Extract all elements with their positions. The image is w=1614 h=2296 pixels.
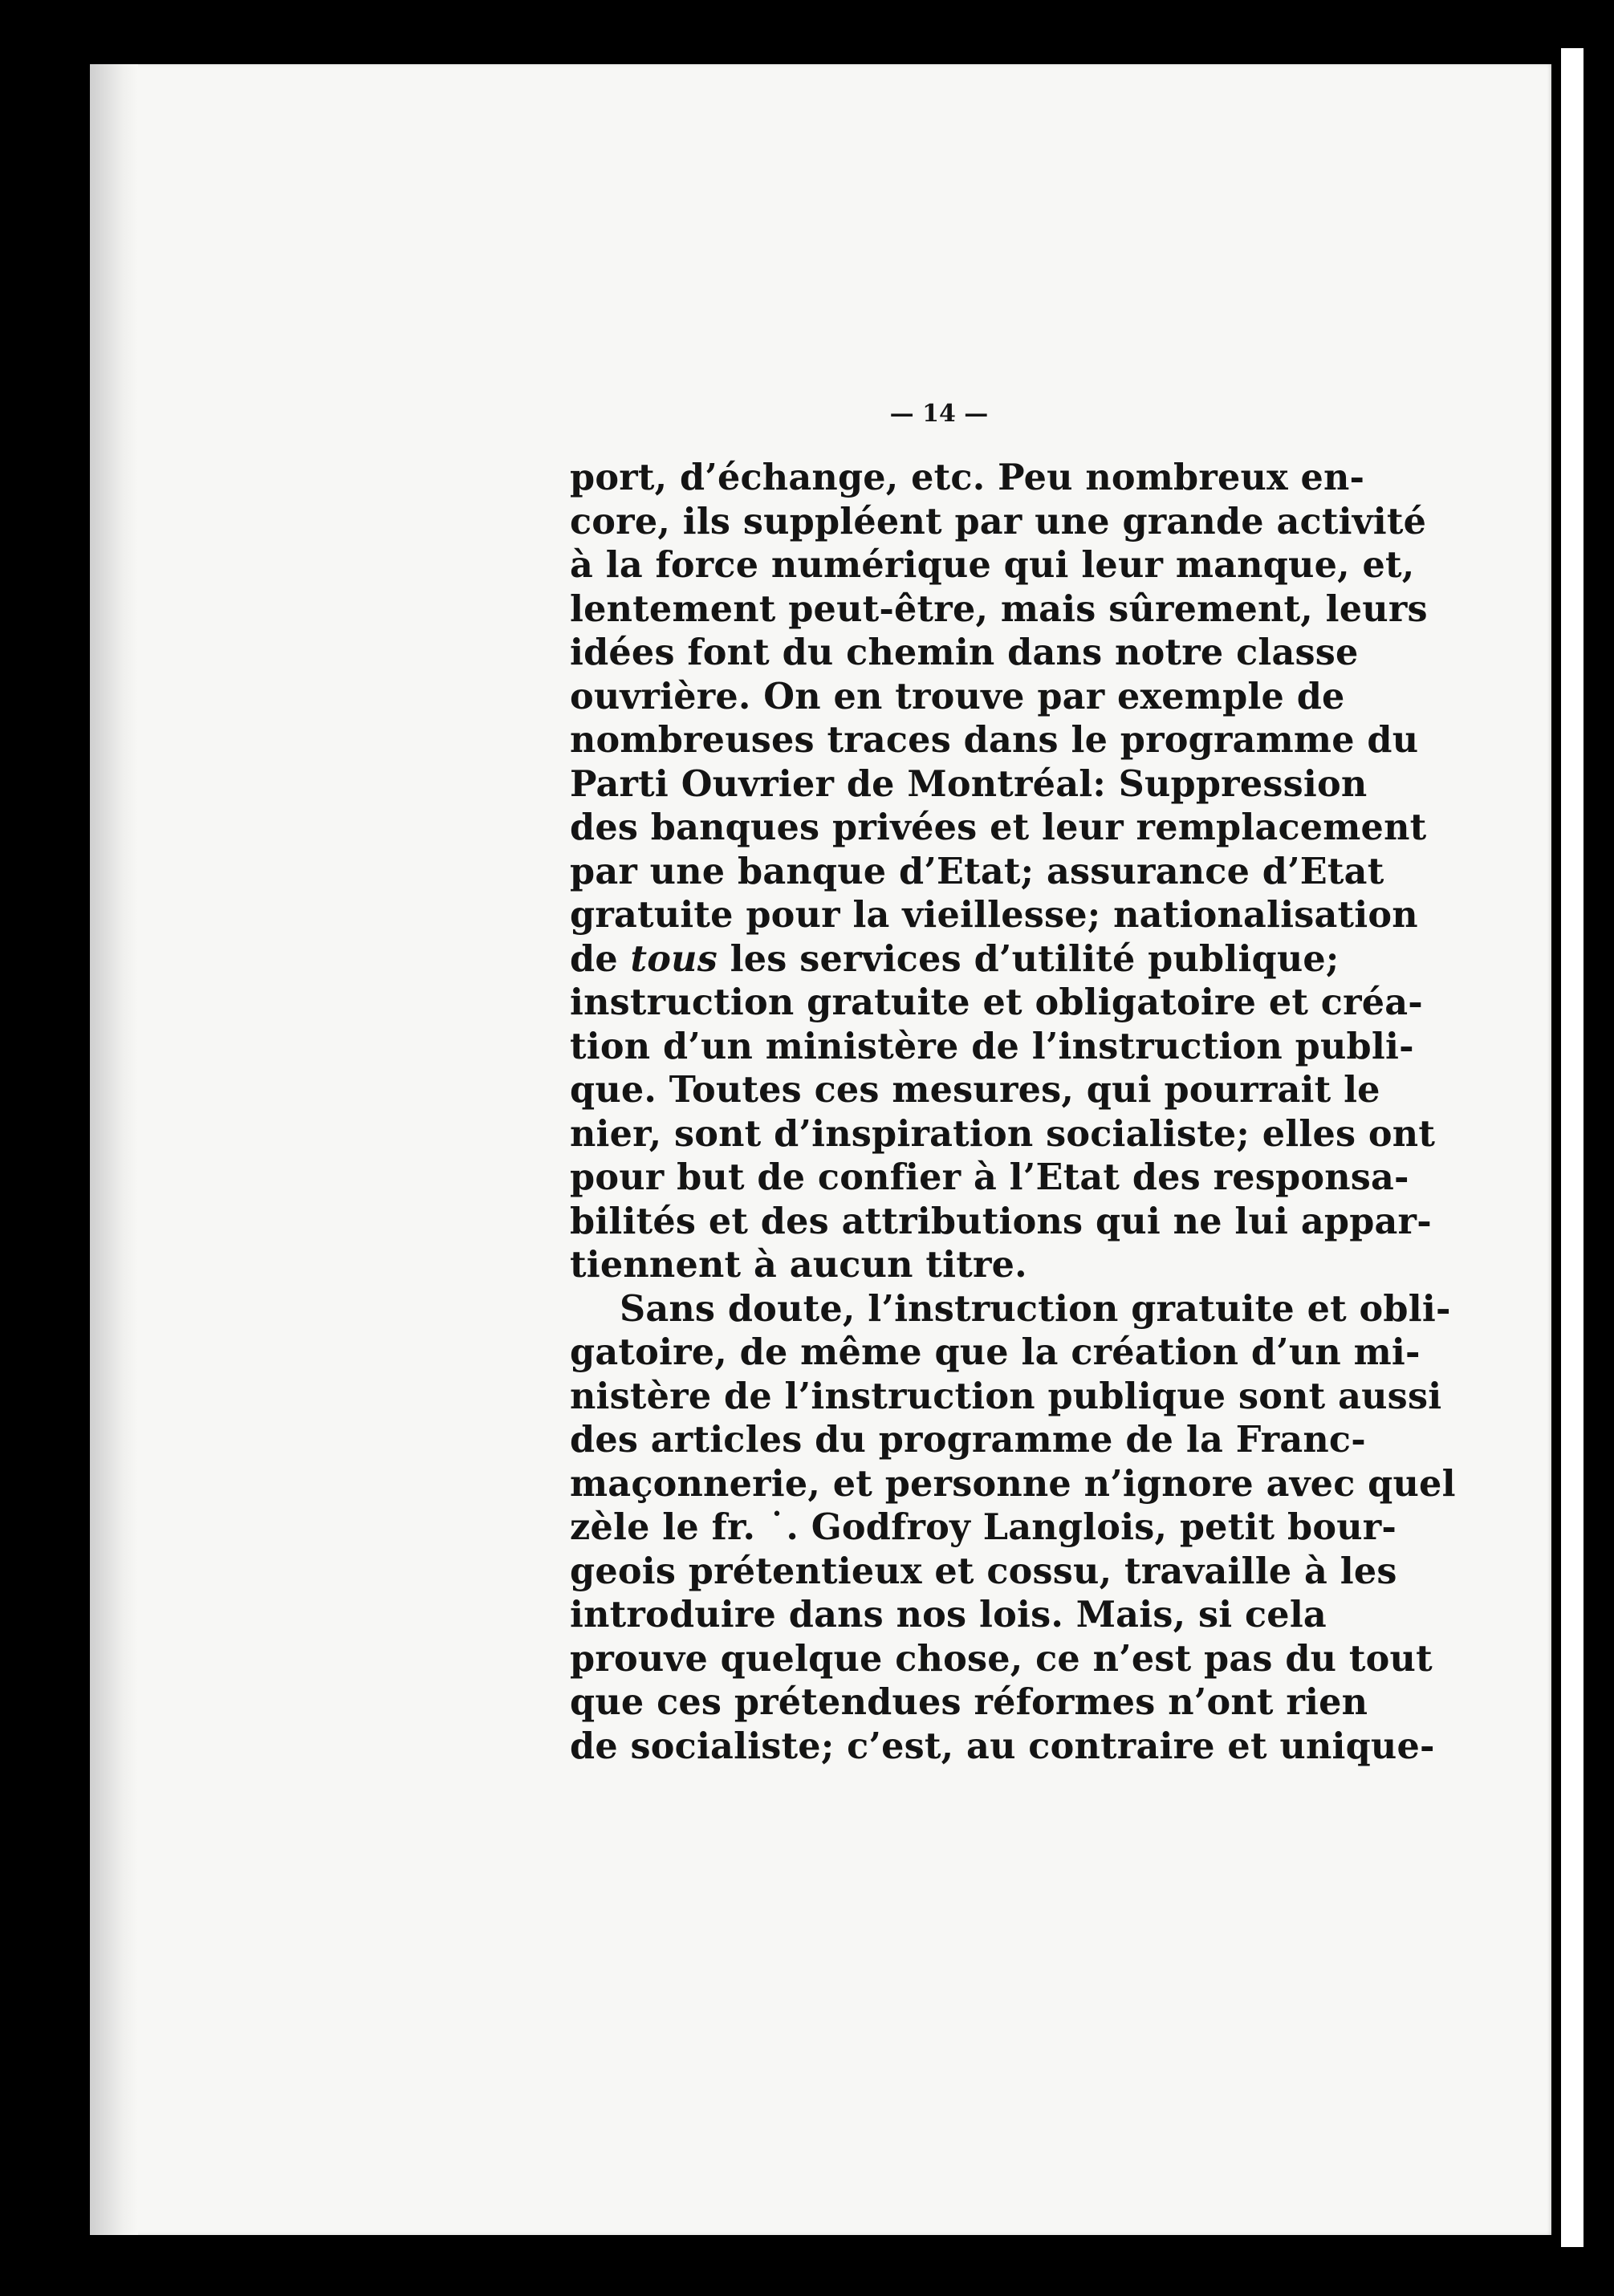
- text-line: lentement peut-être, mais sûrement, leurs: [570, 587, 1428, 630]
- text-line: prouve quelque chose, ce n’est pas du tout: [570, 1637, 1433, 1680]
- text-line: pour but de confier à l’Etat des responsa-: [570, 1156, 1409, 1198]
- text-line: zèle le fr. ˙. Godfroy Langlois, petit bour-: [570, 1506, 1397, 1548]
- text-line: instruction gratuite et obligatoire et créa-: [570, 981, 1423, 1023]
- page-number: — 14 —: [889, 400, 989, 428]
- text-line: nistère de l’instruction publique sont aussi: [570, 1375, 1442, 1417]
- text-line: nombreuses traces dans le programme du: [570, 719, 1419, 761]
- text-line: maçonnerie, et personne n’ignore avec quel: [570, 1462, 1456, 1505]
- text-line: ouvrière. On en trouve par exemple de: [570, 675, 1345, 717]
- text-line: nier, sont d’inspiration socialiste; elles ont: [570, 1112, 1436, 1155]
- text-line: des banques privées et leur remplacement: [570, 807, 1427, 848]
- text-line: que. Toutes ces mesures, qui pourrait le: [570, 1069, 1380, 1111]
- text-line: à la force numérique qui leur manque, et,: [570, 544, 1415, 586]
- text-line: de tous les services d’utilité publique;: [570, 937, 1340, 980]
- body-text: [570, 456, 1456, 1768]
- emphasized-word: tous: [630, 937, 718, 980]
- text-line: idées font du chemin dans notre classe: [570, 632, 1359, 673]
- text-line: que ces prétendues réformes n’ont rien: [570, 1681, 1368, 1723]
- text-line: introduire dans nos lois. Mais, si cela: [570, 1594, 1327, 1636]
- page-binding-gutter: [90, 64, 138, 2235]
- text-line: core, ils suppléent par une grande activité: [570, 500, 1427, 543]
- text-line: Parti Ouvrier de Montréal: Suppression: [570, 762, 1368, 805]
- paragraph-1: [570, 456, 1436, 1287]
- text-line: Sans doute, l’instruction gratuite et obli-: [620, 1287, 1451, 1330]
- adjacent-page-edge: [1561, 48, 1584, 2247]
- text-line: par une banque d’Etat; assurance d’Etat: [570, 850, 1384, 892]
- text-line: de socialiste; c’est, au contraire et unique-: [570, 1725, 1435, 1767]
- text-line: gratuite pour la vieillesse; nationalisation: [570, 894, 1418, 936]
- text-line: geois prétentieux et cossu, travaille à les: [570, 1550, 1397, 1592]
- text-line: bilités et des attributions qui ne lui appar-: [570, 1200, 1432, 1242]
- text-line: gatoire, de même que la création d’un mi-: [570, 1331, 1421, 1373]
- text-line: des articles du programme de la Franc-: [570, 1419, 1366, 1461]
- text-line: tion d’un ministère de l’instruction publi-: [570, 1025, 1414, 1067]
- text-line: port, d’échange, etc. Peu nombreux en-: [570, 457, 1365, 498]
- paragraph-2: [570, 1287, 1456, 1769]
- text-line: tiennent à aucun titre.: [570, 1244, 1027, 1286]
